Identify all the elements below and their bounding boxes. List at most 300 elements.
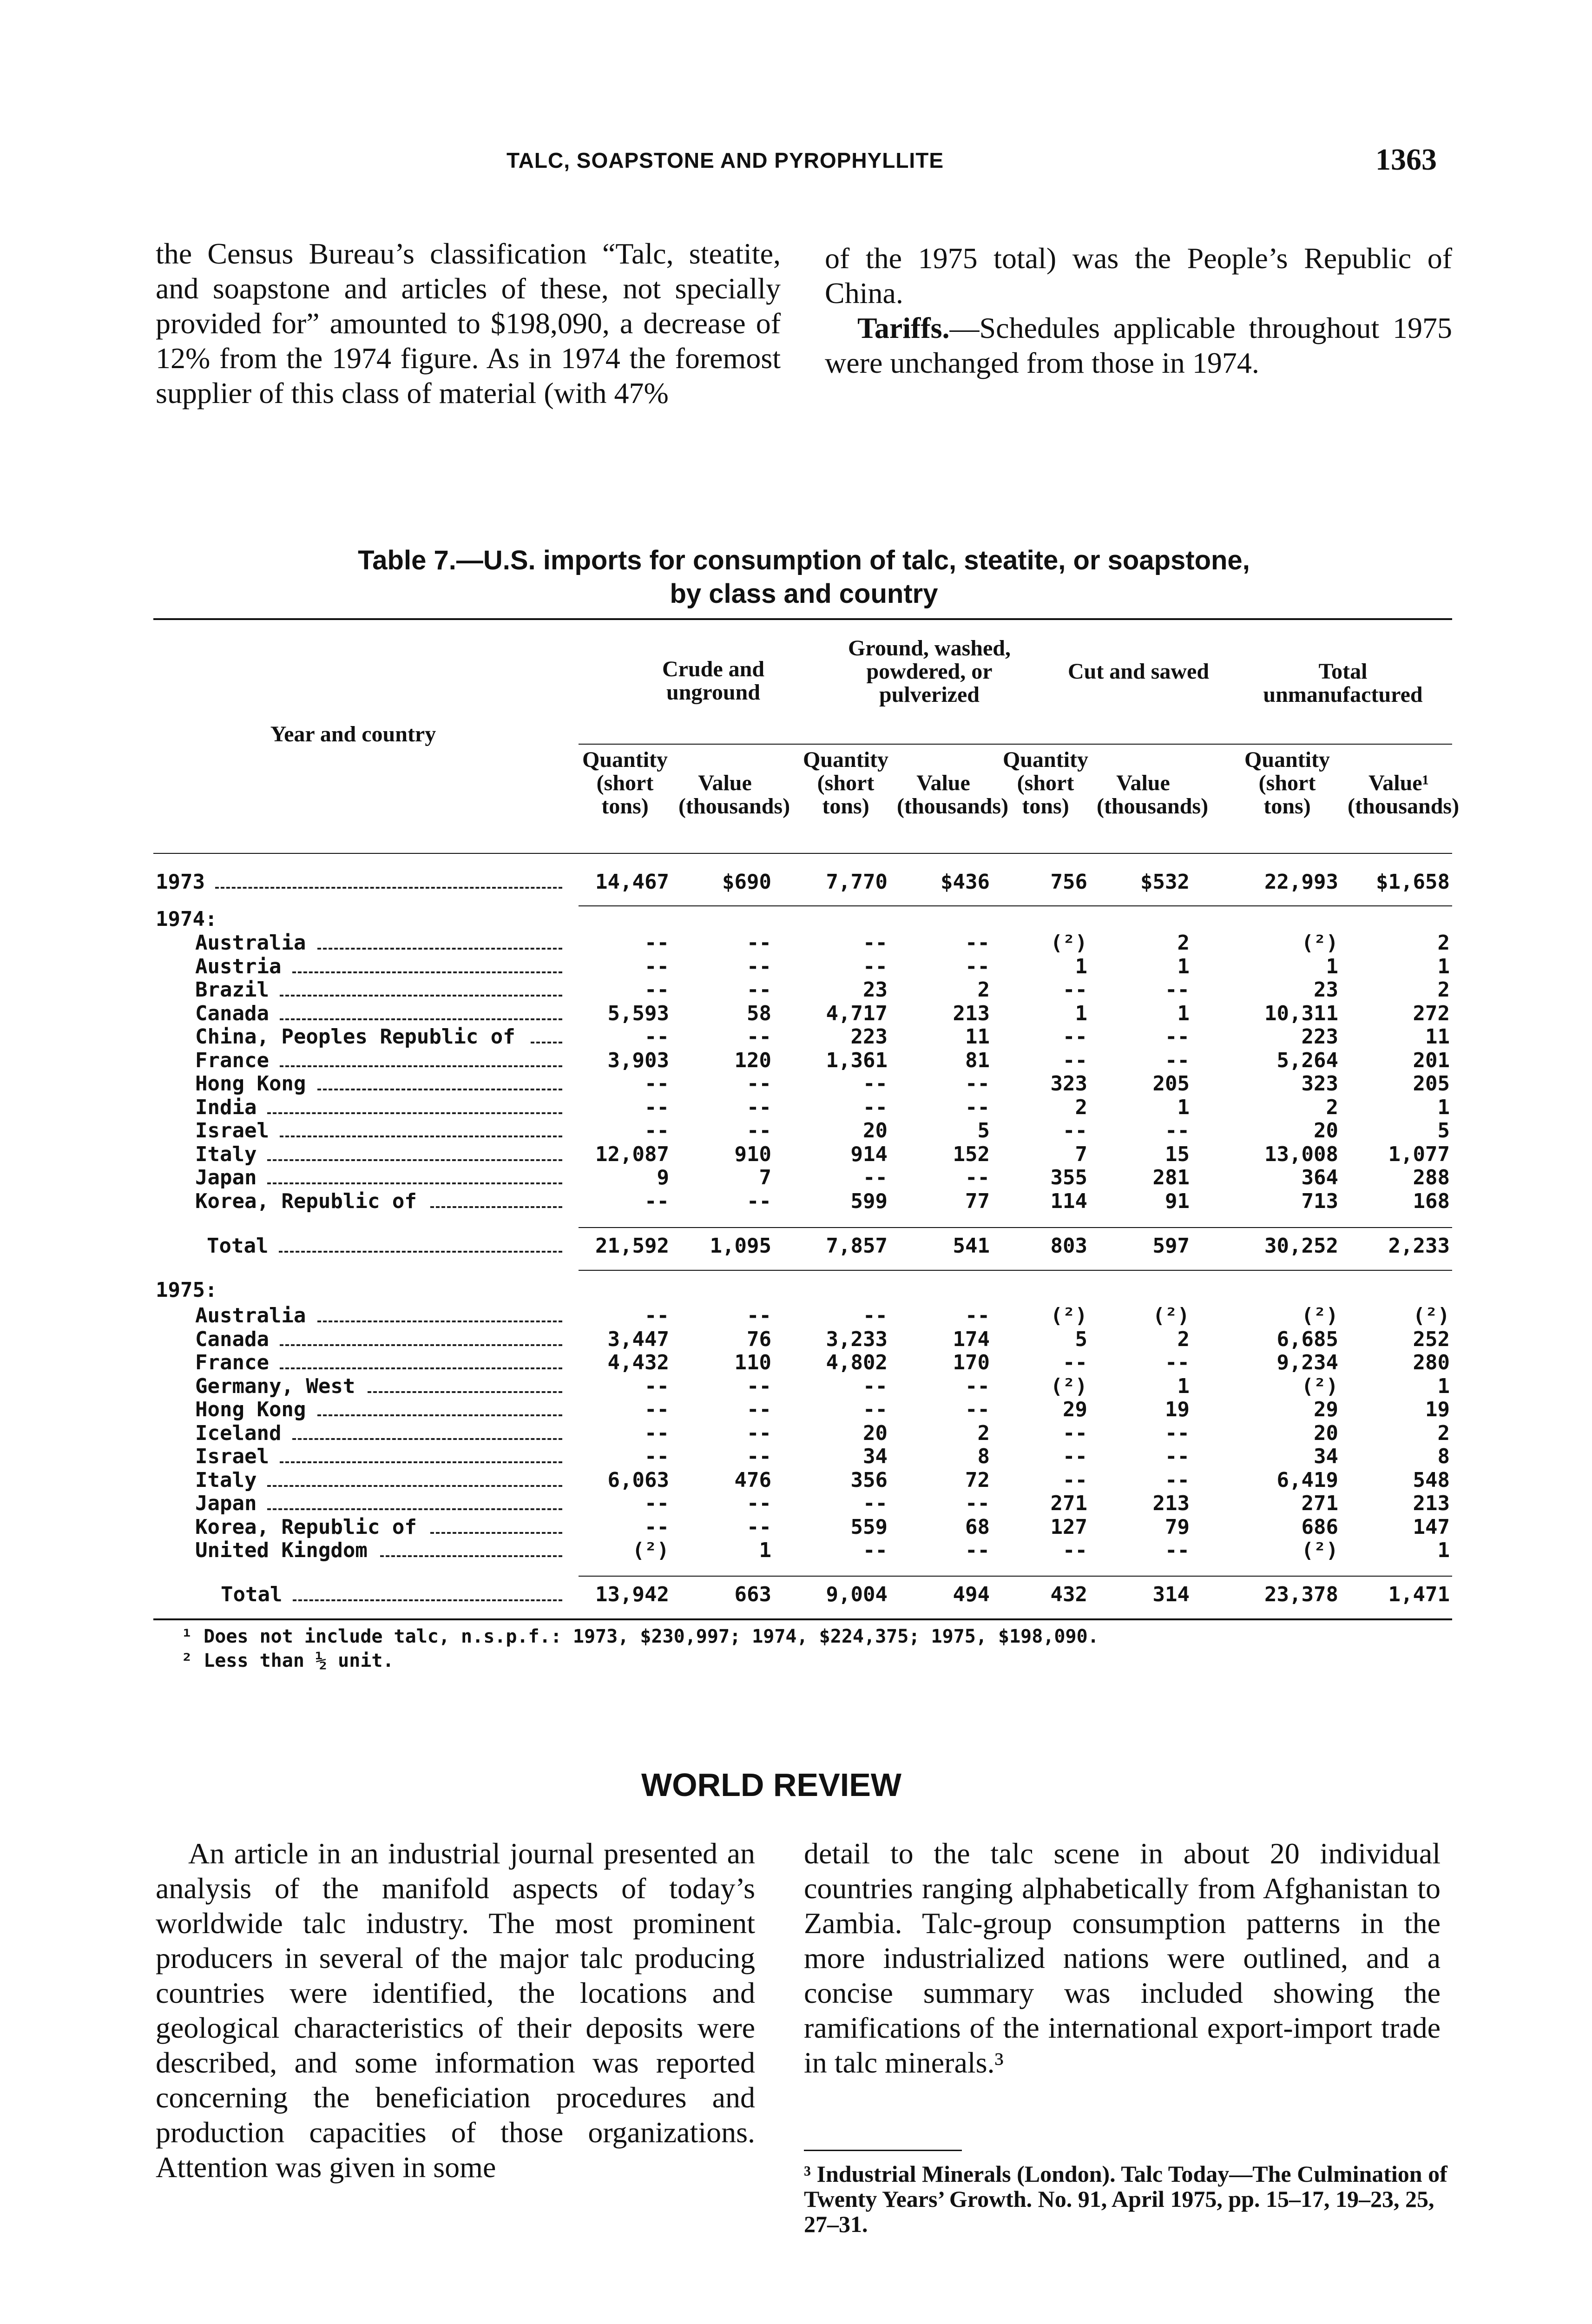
row-label: Israel	[195, 1445, 269, 1468]
cell-total-qty: 10,311	[1264, 1001, 1338, 1025]
table-footnote-2: ² Less than ½ unit.	[181, 1650, 394, 1671]
cell-ground-value: 174	[953, 1327, 990, 1351]
cell-cut-value: 15	[1165, 1142, 1190, 1166]
rule-after-1973	[579, 905, 1452, 906]
cell-crude-value: --	[747, 1304, 771, 1327]
cell-cut-qty: --	[1063, 1538, 1087, 1562]
cell-cut-qty: --	[1063, 978, 1087, 1002]
cell-crude-qty: 4,432	[607, 1351, 669, 1374]
cell-cut-qty: 29	[1063, 1398, 1087, 1421]
tariffs-lead: Tariffs.	[857, 311, 950, 344]
cell-total-qty: 23,378	[1264, 1583, 1338, 1606]
cell-ground-value: --	[965, 1166, 990, 1189]
cell-cut-qty: --	[1063, 1119, 1087, 1142]
cell-total-qty: 686	[1301, 1515, 1338, 1539]
cell-total-value: $1,658	[1376, 870, 1450, 894]
header-bottom-rule	[153, 853, 1452, 854]
cell-cut-qty: --	[1063, 1421, 1087, 1445]
cell-crude-qty: 12,087	[595, 1142, 669, 1166]
cell-ground-value: --	[965, 954, 990, 978]
cell-crude-value: 76	[747, 1327, 771, 1351]
row-label: Austria	[195, 954, 282, 978]
sub-value-ground: Value (thousands)	[897, 771, 1009, 819]
cell-cut-value: --	[1165, 1048, 1190, 1072]
rule-before-total-1975	[579, 1576, 1452, 1577]
tariffs-text: —Schedules applicable throughout 1975 were unchanged from those in 1974.	[825, 311, 1452, 379]
cell-cut-value: --	[1165, 1468, 1190, 1492]
cell-total-qty: (²)	[1301, 1538, 1338, 1562]
cell-total-value: 2	[1437, 978, 1450, 1002]
cell-ground-value: --	[965, 1398, 990, 1421]
cell-crude-value: --	[747, 1398, 771, 1421]
cell-ground-qty: --	[863, 1304, 888, 1327]
cell-total-qty: 9,234	[1276, 1351, 1338, 1374]
row-label: Canada	[195, 1001, 269, 1025]
cell-total-value: 1	[1437, 1538, 1450, 1562]
cell-crude-qty: --	[645, 1374, 669, 1398]
cell-total-value: 147	[1413, 1515, 1450, 1539]
cell-crude-value: --	[747, 1189, 771, 1213]
cell-total-qty: 34	[1314, 1445, 1338, 1468]
cell-crude-value: 120	[734, 1048, 771, 1072]
cell-crude-value: 7	[759, 1166, 771, 1189]
cell-total-qty: 20	[1314, 1119, 1338, 1142]
cell-cut-qty: 803	[1050, 1234, 1087, 1258]
cell-crude-value: --	[747, 1421, 771, 1445]
cell-crude-qty: 6,063	[607, 1468, 669, 1492]
world-review-left-column	[156, 1836, 755, 2185]
cell-ground-qty: --	[863, 1538, 888, 1562]
cell-cut-value: 1	[1177, 1374, 1190, 1398]
dot-leader	[430, 1206, 562, 1208]
rule-after-total-1974	[579, 1270, 1452, 1271]
cell-ground-value: --	[965, 1304, 990, 1327]
cell-total-qty: 30,252	[1264, 1234, 1338, 1258]
cell-crude-value: --	[747, 954, 771, 978]
cell-crude-value: --	[747, 1445, 771, 1468]
row-label: Germany, West	[195, 1374, 355, 1398]
dot-leader	[317, 1320, 562, 1322]
cell-total-qty: 323	[1301, 1072, 1338, 1096]
cell-crude-value: --	[747, 931, 771, 955]
cell-total-qty: 5,264	[1276, 1048, 1338, 1072]
cell-ground-value: 72	[965, 1468, 990, 1492]
sub-value-cut: Value (thousands)	[1097, 771, 1209, 819]
row-label: India	[195, 1095, 257, 1119]
cell-total-value: 2,233	[1388, 1234, 1450, 1258]
group-header-ground: Ground, washed, powdered, or pulverized	[848, 636, 1011, 707]
dot-leader	[280, 1065, 562, 1067]
dot-leader	[215, 887, 562, 889]
cell-total-qty: 223	[1301, 1025, 1338, 1049]
dot-leader	[317, 948, 562, 950]
cell-cut-qty: 1	[1075, 954, 1087, 978]
cell-crude-value: 476	[734, 1468, 771, 1492]
world-review-footnote: ³ Industrial Minerals (London). Talc Today—The Culmination of Twenty Years’ Growth. No. 91, April 1975, pp. 15–17, 19–23, 25, 27–31.	[804, 2161, 1447, 2237]
cell-total-qty: 271	[1301, 1492, 1338, 1515]
dot-leader	[267, 1112, 562, 1114]
cell-crude-qty: 5,593	[607, 1001, 669, 1025]
row-label: France	[195, 1048, 269, 1072]
cell-crude-value: --	[747, 978, 771, 1002]
cell-ground-qty: 20	[863, 1119, 888, 1142]
cell-total-qty: 6,419	[1276, 1468, 1338, 1492]
intro-left-paragraph: the Census Bureau’s classification “Talc, steatite, and soapstone and articles of these, not specially provided for” amounted to $198,090, a decrease of 12% from the 1974 figure. As in 1974 the foremost supplier of this class of material (with 47%	[156, 237, 781, 409]
cell-ground-value: --	[965, 1374, 990, 1398]
cell-total-value: 11	[1425, 1025, 1450, 1049]
table-footnotes	[181, 1624, 1099, 1673]
cell-cut-value: (²)	[1152, 1304, 1190, 1327]
cell-ground-value: 170	[953, 1351, 990, 1374]
cell-cut-value: 597	[1152, 1234, 1190, 1258]
row-label: Japan	[195, 1492, 257, 1515]
cell-cut-value: --	[1165, 1445, 1190, 1468]
row-label: Total	[207, 1234, 269, 1258]
cell-crude-qty: --	[645, 1095, 669, 1119]
cell-cut-qty: 1	[1075, 1001, 1087, 1025]
cell-cut-qty: (²)	[1050, 1304, 1087, 1327]
cell-ground-value: 5	[977, 1119, 990, 1142]
cell-total-qty: 23	[1314, 978, 1338, 1002]
cell-cut-qty: --	[1063, 1468, 1087, 1492]
dot-leader	[280, 1344, 562, 1346]
group-header-crude: Crude and unground	[662, 657, 765, 705]
cell-ground-qty: 914	[850, 1142, 888, 1166]
world-review-right-paragraph: detail to the talc scene in about 20 individual countries ranging alphabetically from Afghanistan to Zambia. Talc-group consumption patterns in the more industrialized nations were outlined, and a concise summary was included showing the ramifications of the international export-import trade in talc minerals.³	[804, 1837, 1441, 2079]
cell-crude-qty: (²)	[632, 1538, 669, 1562]
cell-cut-value: --	[1165, 1025, 1190, 1049]
dot-leader	[292, 971, 562, 973]
page-number: 1363	[1375, 143, 1437, 177]
table-title-line-1: Table 7.—U.S. imports for consumption of talc, steatite, or soapstone,	[358, 545, 1250, 575]
cell-crude-qty: 14,467	[595, 870, 669, 894]
cell-total-qty: (²)	[1301, 1374, 1338, 1398]
cell-total-qty: (²)	[1301, 1304, 1338, 1327]
cell-ground-qty: 3,233	[826, 1327, 888, 1351]
cell-cut-value: 19	[1165, 1398, 1190, 1421]
cell-cut-qty: (²)	[1050, 1374, 1087, 1398]
cell-total-value: 2	[1437, 1421, 1450, 1445]
cell-total-value: 1	[1437, 954, 1450, 978]
cell-cut-value: --	[1165, 1351, 1190, 1374]
sub-qty-cut: Quantity (short tons)	[1002, 747, 1089, 819]
cell-total-qty: 1	[1326, 954, 1338, 978]
cell-crude-value: 910	[734, 1142, 771, 1166]
cell-crude-qty: 13,942	[595, 1583, 669, 1606]
cell-total-qty: (²)	[1301, 931, 1338, 955]
cell-total-value: (²)	[1413, 1304, 1450, 1327]
table-title	[153, 544, 1454, 611]
dot-leader	[280, 1367, 562, 1369]
cell-total-value: 1,471	[1388, 1583, 1450, 1606]
cell-total-value: 213	[1413, 1492, 1450, 1515]
cell-crude-value: --	[747, 1492, 771, 1515]
cell-ground-value: --	[965, 1492, 990, 1515]
dot-leader	[280, 1018, 562, 1020]
cell-ground-qty: --	[863, 1166, 888, 1189]
cell-total-value: 1	[1437, 1374, 1450, 1398]
cell-cut-qty: 355	[1050, 1166, 1087, 1189]
dot-leader	[317, 1089, 562, 1090]
cell-ground-qty: 599	[850, 1189, 888, 1213]
cell-cut-qty: 323	[1050, 1072, 1087, 1096]
cell-cut-qty: --	[1063, 1048, 1087, 1072]
row-label: Australia	[195, 931, 306, 955]
sub-qty-total: Quantity (short tons)	[1244, 747, 1330, 819]
cell-ground-qty: --	[863, 1398, 888, 1421]
world-review-right-column	[804, 1836, 1441, 2080]
cell-cut-value: 91	[1165, 1189, 1190, 1213]
world-review-left-paragraph: An article in an industrial journal presented an analysis of the manifold aspects of today’s worldwide talc industry. The most prominent producers in several of the major talc producing countries were identified, the locations and geological characteristics of their deposits were described, and some information was reported concerning the beneficiation procedures and production capacities of those organizations. Attention was given in some	[156, 1837, 755, 2184]
group-header-cut: Cut and sawed	[1067, 659, 1210, 684]
cell-cut-value: $532	[1140, 870, 1190, 894]
cell-ground-value: 541	[953, 1234, 990, 1258]
cell-ground-value: 8	[977, 1445, 990, 1468]
row-label: Hong Kong	[195, 1072, 306, 1096]
intro-right-paragraph-2	[825, 310, 1452, 380]
row-label: China, Peoples Republic of	[195, 1025, 515, 1049]
row-label: Korea, Republic of	[195, 1189, 417, 1213]
cell-ground-qty: --	[863, 954, 888, 978]
cell-cut-value: 1	[1177, 1001, 1190, 1025]
cell-ground-qty: 223	[850, 1025, 888, 1049]
cell-ground-value: --	[965, 1072, 990, 1096]
cell-ground-value: $436	[941, 870, 990, 894]
cell-crude-qty: --	[645, 1492, 669, 1515]
cell-total-qty: 13,008	[1264, 1142, 1338, 1166]
cell-ground-qty: --	[863, 1492, 888, 1515]
cell-total-value: 168	[1413, 1189, 1450, 1213]
cell-crude-qty: --	[645, 1072, 669, 1096]
cell-ground-value: --	[965, 1538, 990, 1562]
cell-total-value: 8	[1437, 1445, 1450, 1468]
row-label: France	[195, 1351, 269, 1374]
footnote-rule	[804, 2150, 962, 2151]
cell-cut-value: --	[1165, 1538, 1190, 1562]
cell-total-value: 1	[1437, 1095, 1450, 1119]
cell-cut-qty: 271	[1050, 1492, 1087, 1515]
cell-total-qty: 22,993	[1264, 870, 1338, 894]
cell-cut-value: 2	[1177, 931, 1190, 955]
cell-crude-qty: --	[645, 1445, 669, 1468]
table-bottom-rule	[153, 1618, 1452, 1620]
cell-ground-qty: 9,004	[826, 1583, 888, 1606]
dot-leader	[292, 1438, 562, 1440]
row-label: Canada	[195, 1327, 269, 1351]
cell-ground-qty: 4,802	[826, 1351, 888, 1374]
year-label-1975: 1975:	[156, 1278, 217, 1302]
rule-before-total-1974	[579, 1227, 1452, 1228]
dot-leader	[317, 1414, 562, 1416]
cell-ground-value: 152	[953, 1142, 990, 1166]
cell-crude-value: 1,095	[710, 1234, 771, 1258]
table-footnote-1: ¹ Does not include talc, n.s.p.f.: 1973, $230,997; 1974, $224,375; 1975, $198,090.	[181, 1626, 1099, 1647]
cell-ground-value: 2	[977, 1421, 990, 1445]
cell-ground-qty: 4,717	[826, 1001, 888, 1025]
intro-right-column	[825, 241, 1452, 380]
dot-leader	[280, 995, 562, 997]
dot-leader	[267, 1508, 562, 1510]
stub-header: Year and country	[270, 722, 436, 746]
cell-ground-value: 77	[965, 1189, 990, 1213]
cell-total-qty: 6,685	[1276, 1327, 1338, 1351]
cell-cut-value: 213	[1152, 1492, 1190, 1515]
cell-ground-qty: 20	[863, 1421, 888, 1445]
dot-leader	[279, 1251, 562, 1253]
cell-ground-qty: --	[863, 1072, 888, 1096]
row-label: Brazil	[195, 978, 269, 1002]
cell-ground-qty: 1,361	[826, 1048, 888, 1072]
cell-cut-qty: --	[1063, 1351, 1087, 1374]
cell-crude-value: --	[747, 1025, 771, 1049]
cell-total-value: 205	[1413, 1072, 1450, 1096]
cell-ground-value: 68	[965, 1515, 990, 1539]
cell-crude-qty: 21,592	[595, 1234, 669, 1258]
cell-cut-qty: (²)	[1050, 931, 1087, 955]
cell-total-value: 272	[1413, 1001, 1450, 1025]
dot-leader	[430, 1532, 562, 1534]
cell-crude-value: 663	[734, 1583, 771, 1606]
sub-qty-crude: Quantity (short tons)	[582, 747, 668, 819]
cell-cut-value: 1	[1177, 954, 1190, 978]
cell-total-value: 280	[1413, 1351, 1450, 1374]
cell-cut-qty: 127	[1050, 1515, 1087, 1539]
cell-ground-value: --	[965, 931, 990, 955]
cell-crude-value: --	[747, 1374, 771, 1398]
cell-ground-qty: 7,857	[826, 1234, 888, 1258]
cell-cut-qty: 756	[1050, 870, 1087, 894]
cell-crude-qty: --	[645, 1421, 669, 1445]
cell-ground-qty: 356	[850, 1468, 888, 1492]
cell-cut-qty: 114	[1050, 1189, 1087, 1213]
cell-cut-value: 205	[1152, 1072, 1190, 1096]
cell-crude-qty: --	[645, 1515, 669, 1539]
cell-cut-value: 314	[1152, 1583, 1190, 1606]
dot-leader	[368, 1391, 562, 1393]
sub-qty-ground: Quantity (short tons)	[803, 747, 889, 819]
dot-leader	[267, 1485, 562, 1487]
cell-crude-qty: 3,447	[607, 1327, 669, 1351]
cell-cut-qty: 2	[1075, 1095, 1087, 1119]
group-header-total: Total unmanufactured	[1263, 659, 1423, 707]
cell-crude-qty: --	[645, 1304, 669, 1327]
cell-total-value: 2	[1437, 931, 1450, 955]
cell-crude-qty: --	[645, 1119, 669, 1142]
dot-leader	[380, 1555, 562, 1557]
cell-total-qty: 29	[1314, 1398, 1338, 1421]
sub-value-total: Value¹ (thousands)	[1348, 771, 1460, 819]
table-top-rule	[153, 618, 1452, 620]
table-title-line-2: by class and country	[670, 579, 938, 609]
cell-total-value: 252	[1413, 1327, 1450, 1351]
cell-total-value: 201	[1413, 1048, 1450, 1072]
cell-crude-value: --	[747, 1515, 771, 1539]
cell-crude-value: --	[747, 1095, 771, 1119]
cell-ground-qty: 7,770	[826, 870, 888, 894]
sub-value-crude: Value (thousands)	[678, 771, 790, 819]
cell-ground-qty: --	[863, 931, 888, 955]
cell-crude-value: 58	[747, 1001, 771, 1025]
cell-crude-value: 1	[759, 1538, 771, 1562]
row-label: Israel	[195, 1119, 269, 1142]
group-header-rule	[579, 744, 1452, 745]
cell-cut-qty: 432	[1050, 1583, 1087, 1606]
cell-crude-qty: --	[645, 1398, 669, 1421]
cell-ground-qty: --	[863, 1095, 888, 1119]
cell-cut-qty: --	[1063, 1025, 1087, 1049]
cell-crude-qty: --	[645, 978, 669, 1002]
cell-ground-value: --	[965, 1095, 990, 1119]
cell-cut-value: 79	[1165, 1515, 1190, 1539]
cell-cut-qty: 5	[1075, 1327, 1087, 1351]
cell-cut-value: 2	[1177, 1327, 1190, 1351]
row-label: Italy	[195, 1468, 257, 1492]
cell-ground-qty: --	[863, 1374, 888, 1398]
row-label: Iceland	[195, 1421, 282, 1445]
cell-ground-qty: 23	[863, 978, 888, 1002]
intro-right-paragraph-1: of the 1975 total) was the People’s Republic of China.	[825, 242, 1452, 310]
dot-leader	[293, 1599, 562, 1601]
cell-crude-value: $690	[722, 870, 771, 894]
dot-leader	[267, 1159, 562, 1161]
cell-ground-qty: 34	[863, 1445, 888, 1468]
cell-total-value: 19	[1425, 1398, 1450, 1421]
cell-total-qty: 20	[1314, 1421, 1338, 1445]
cell-total-qty: 364	[1301, 1166, 1338, 1189]
cell-ground-value: 213	[953, 1001, 990, 1025]
cell-ground-value: 81	[965, 1048, 990, 1072]
row-label: Australia	[195, 1304, 306, 1327]
cell-total-qty: 2	[1326, 1095, 1338, 1119]
cell-crude-value: --	[747, 1072, 771, 1096]
cell-cut-qty: --	[1063, 1445, 1087, 1468]
cell-crude-qty: --	[645, 931, 669, 955]
cell-crude-qty: 3,903	[607, 1048, 669, 1072]
cell-cut-value: 1	[1177, 1095, 1190, 1119]
cell-total-value: 288	[1413, 1166, 1450, 1189]
dot-leader	[267, 1182, 562, 1184]
cell-cut-qty: 7	[1075, 1142, 1087, 1166]
row-label: Japan	[195, 1166, 257, 1189]
cell-cut-value: --	[1165, 1421, 1190, 1445]
running-title: TALC, SOAPSTONE AND PYROPHYLLITE	[507, 148, 944, 172]
year-label-1974: 1974:	[156, 907, 217, 931]
intro-left-column	[156, 236, 781, 410]
cell-cut-value: --	[1165, 1119, 1190, 1142]
row-label: Total	[221, 1583, 283, 1606]
row-label: Korea, Republic of	[195, 1515, 417, 1539]
cell-cut-value: --	[1165, 978, 1190, 1002]
cell-ground-value: 11	[965, 1025, 990, 1049]
cell-total-value: 1,077	[1388, 1142, 1450, 1166]
cell-crude-value: 110	[734, 1351, 771, 1374]
cell-cut-value: 281	[1152, 1166, 1190, 1189]
cell-ground-value: 2	[977, 978, 990, 1002]
dot-leader	[280, 1136, 562, 1137]
cell-crude-value: --	[747, 1119, 771, 1142]
cell-total-value: 548	[1413, 1468, 1450, 1492]
row-label: Italy	[195, 1142, 257, 1166]
world-review-heading: WORLD REVIEW	[641, 1767, 901, 1803]
cell-crude-qty: --	[645, 1025, 669, 1049]
row-label: 1973	[156, 870, 205, 894]
row-label: Hong Kong	[195, 1398, 306, 1421]
dot-leader	[280, 1461, 562, 1463]
cell-crude-qty: 9	[657, 1166, 669, 1189]
cell-ground-value: 494	[953, 1583, 990, 1606]
cell-crude-qty: --	[645, 1189, 669, 1213]
cell-ground-qty: 559	[850, 1515, 888, 1539]
